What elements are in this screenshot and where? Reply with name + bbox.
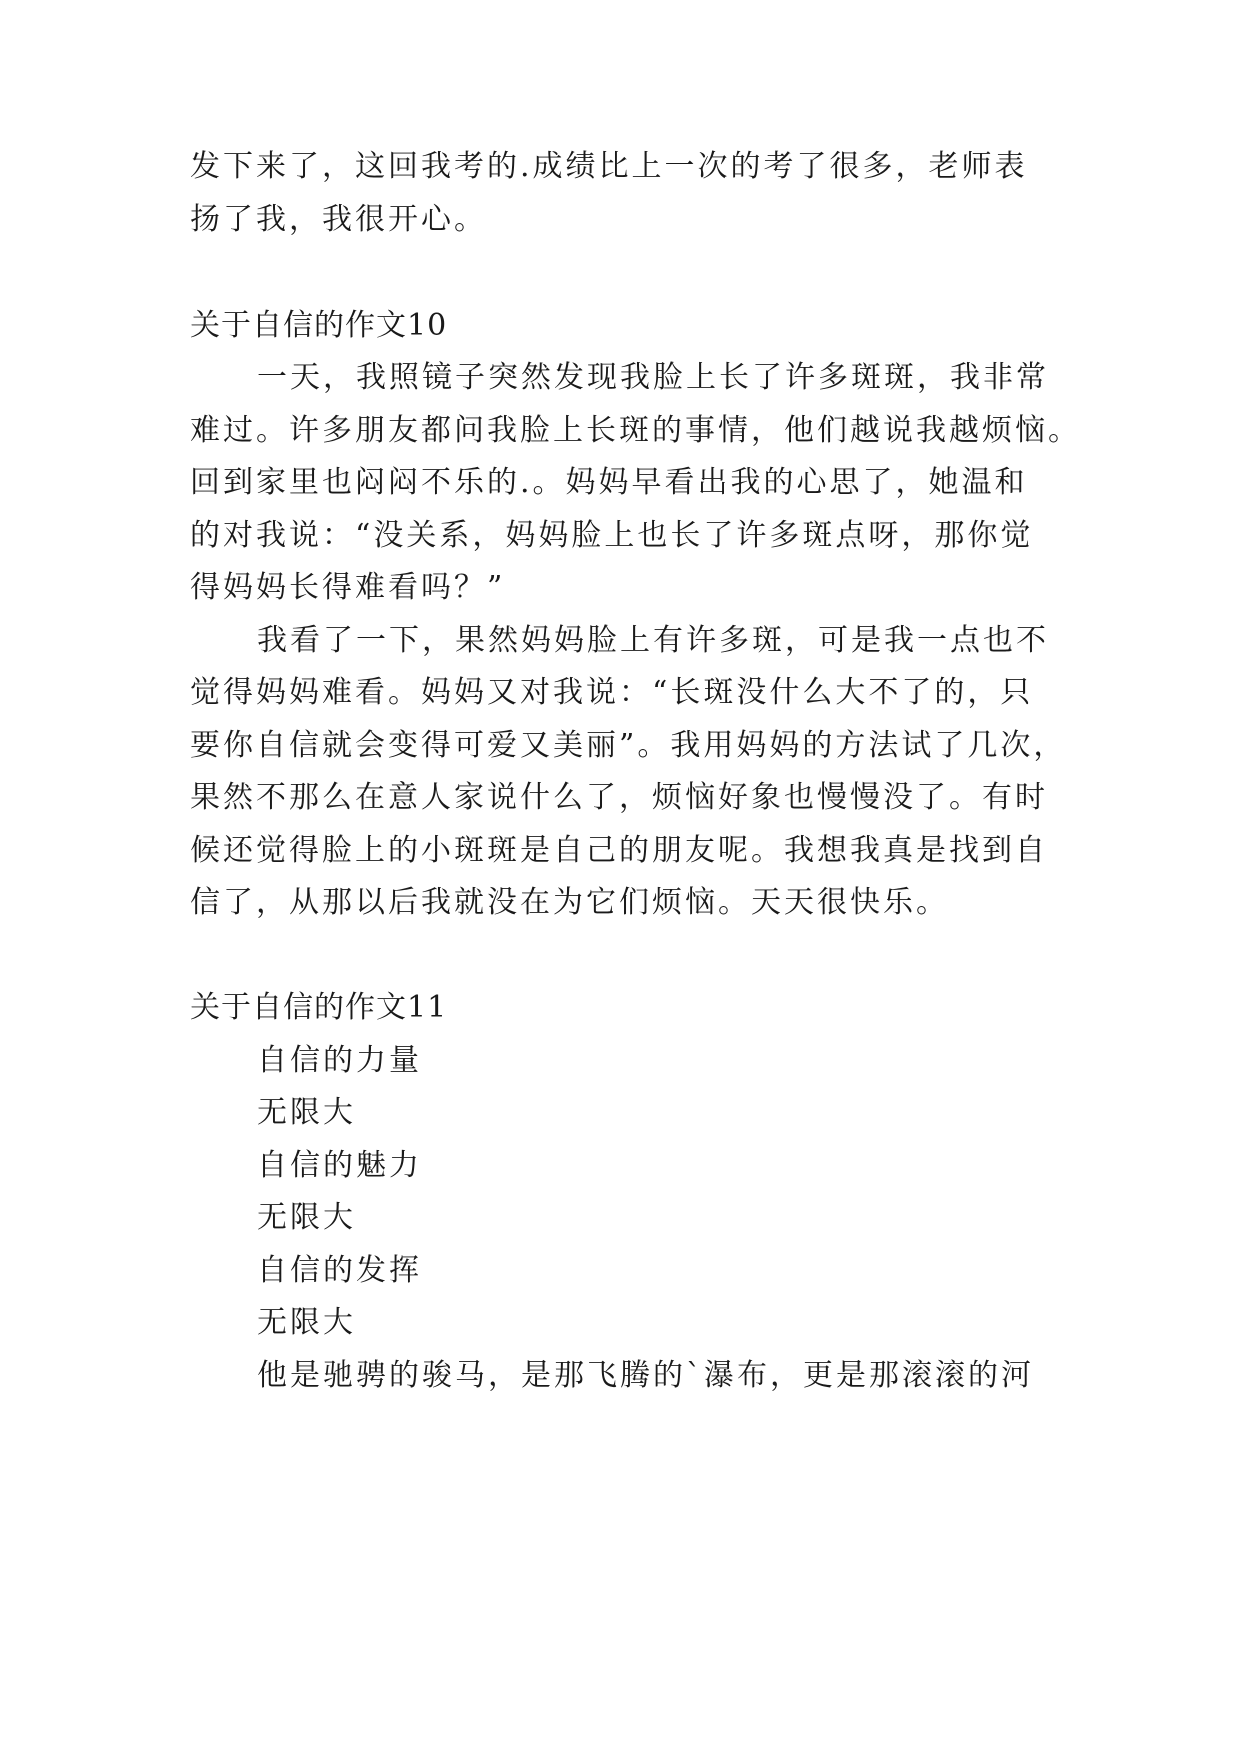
text-line: 信了，从那以后我就没在为它们烦恼。天天很快乐。 [190, 885, 949, 920]
text-line: 回到家里也闷闷不乐的.。妈妈早看出我的心思了，她温和 [190, 465, 1028, 500]
text-line: 难过。许多朋友都问我脸上长斑的事情，他们越说我越烦恼。 [190, 413, 1081, 448]
text-line: 要你自信就会变得可爱又美丽”。我用妈妈的方法试了几次， [190, 728, 1067, 763]
poem-line: 自信的魅力 [257, 1148, 422, 1183]
essay-heading: 关于自信的作文11 [190, 990, 448, 1025]
poem-line: 无限大 [257, 1200, 356, 1235]
text-line: 得妈妈长得难看吗？” [190, 570, 506, 605]
essay-heading: 关于自信的作文10 [190, 308, 448, 343]
poem-line: 他是驰骋的骏马，是那飞腾的`瀑布，更是那滚滚的河 [257, 1358, 1034, 1393]
text-line: 一天，我照镜子突然发现我脸上长了许多斑斑，我非常 [257, 360, 1049, 395]
text-line: 觉得妈妈难看。妈妈又对我说：“长斑没什么大不了的，只 [190, 675, 1034, 710]
text-line: 我看了一下，果然妈妈脸上有许多斑，可是我一点也不 [257, 623, 1049, 658]
poem-line: 自信的力量 [257, 1043, 422, 1078]
poem-line: 自信的发挥 [257, 1253, 422, 1288]
text-line: 果然不那么在意人家说什么了，烦恼好象也慢慢没了。有时 [190, 780, 1048, 815]
text-line: 扬了我，我很开心。 [190, 202, 487, 237]
text-line: 候还觉得脸上的小斑斑是自己的朋友呢。我想我真是找到自 [190, 833, 1048, 868]
text-line: 的对我说：“没关系，妈妈脸上也长了许多斑点呀，那你觉 [190, 518, 1034, 553]
poem-line: 无限大 [257, 1095, 356, 1130]
text-line: 发下来了，这回我考的.成绩比上一次的考了很多，老师表 [190, 149, 1028, 184]
poem-line: 无限大 [257, 1305, 356, 1340]
